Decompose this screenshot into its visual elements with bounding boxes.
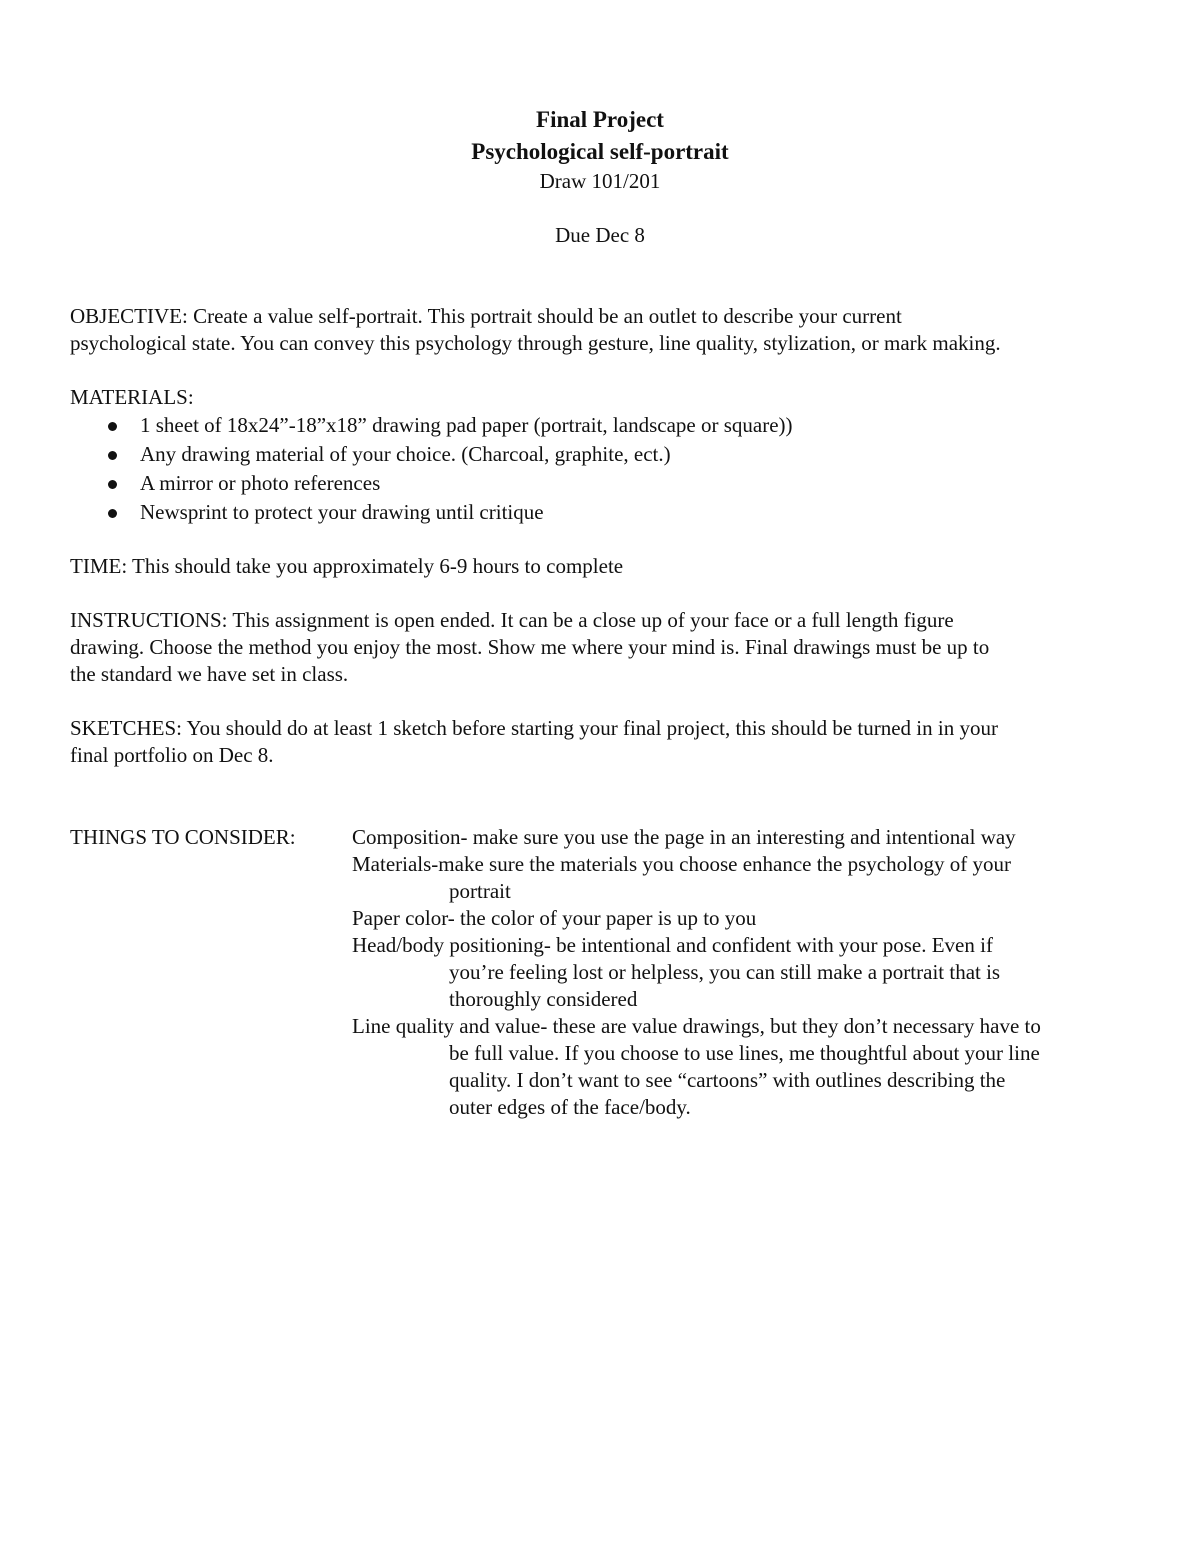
materials-list — [70, 412, 1130, 528]
list-item: Newsprint to protect your drawing until critique — [70, 499, 1130, 528]
consider-item: Materials-make sure the materials you choose enhance the psychology of your portrait — [352, 852, 1011, 903]
bullet-icon — [108, 422, 117, 431]
consider-list — [352, 824, 1152, 1121]
consider-item: Head/body positioning- be intentional and confident with your pose. Even if you’re feeling lost or helpless, you can still make a portrait that is thoroughly considered — [352, 933, 1001, 1011]
document-subtitle: Psychological self-portrait — [471, 139, 729, 164]
materials-heading: MATERIALS: — [70, 385, 194, 409]
consider-item: Line quality and value- these are value drawings, but they don’t necessary have to be full value. If you choose to use lines, me thoughtful about your line quality. I don’t want to see “cartoons” with outlines describing the outer edges of the face/body. — [352, 1014, 1041, 1119]
objective-line: psychological state. You can convey this psychology through gesture, line quality, stylization, or mark making. — [70, 331, 1001, 355]
list-item: 1 sheet of 18x24”-18”x18” drawing pad paper (portrait, landscape or square)) — [70, 412, 1130, 441]
sketches-section — [70, 715, 1140, 769]
time-section: TIME: This should take you approximately 6-9 hours to complete — [70, 554, 624, 578]
instructions-line: INSTRUCTIONS: This assignment is open ended. It can be a close up of your face or a full length figure — [70, 608, 954, 632]
bullet-icon — [108, 509, 117, 518]
consider-label: THINGS TO CONSIDER: — [70, 825, 296, 849]
objective-section — [70, 303, 1140, 357]
list-item: Any drawing material of your choice. (Charcoal, graphite, ect.) — [70, 441, 1130, 470]
course-code: Draw 101/201 — [539, 169, 661, 193]
consider-item: Composition- make sure you use the page in an interesting and intentional way — [352, 825, 1016, 849]
bullet-icon — [108, 480, 117, 489]
consider-item: Paper color- the color of your paper is up to you — [352, 906, 757, 930]
document-title: Final Project — [536, 107, 664, 132]
instructions-line: the standard we have set in class. — [70, 662, 349, 686]
objective-line: OBJECTIVE: Create a value self-portrait. This portrait should be an outlet to describe your current — [70, 304, 902, 328]
sketches-line: SKETCHES: You should do at least 1 sketch before starting your final project, this should be turned in in your — [70, 716, 998, 740]
sketches-line: final portfolio on Dec 8. — [70, 743, 274, 767]
instructions-line: drawing. Choose the method you enjoy the most. Show me where your mind is. Final drawings must be up to — [70, 635, 990, 659]
instructions-section — [70, 607, 1140, 688]
bullet-icon — [108, 451, 117, 460]
list-item: A mirror or photo references — [70, 470, 1130, 499]
due-date: Due Dec 8 — [555, 223, 645, 247]
